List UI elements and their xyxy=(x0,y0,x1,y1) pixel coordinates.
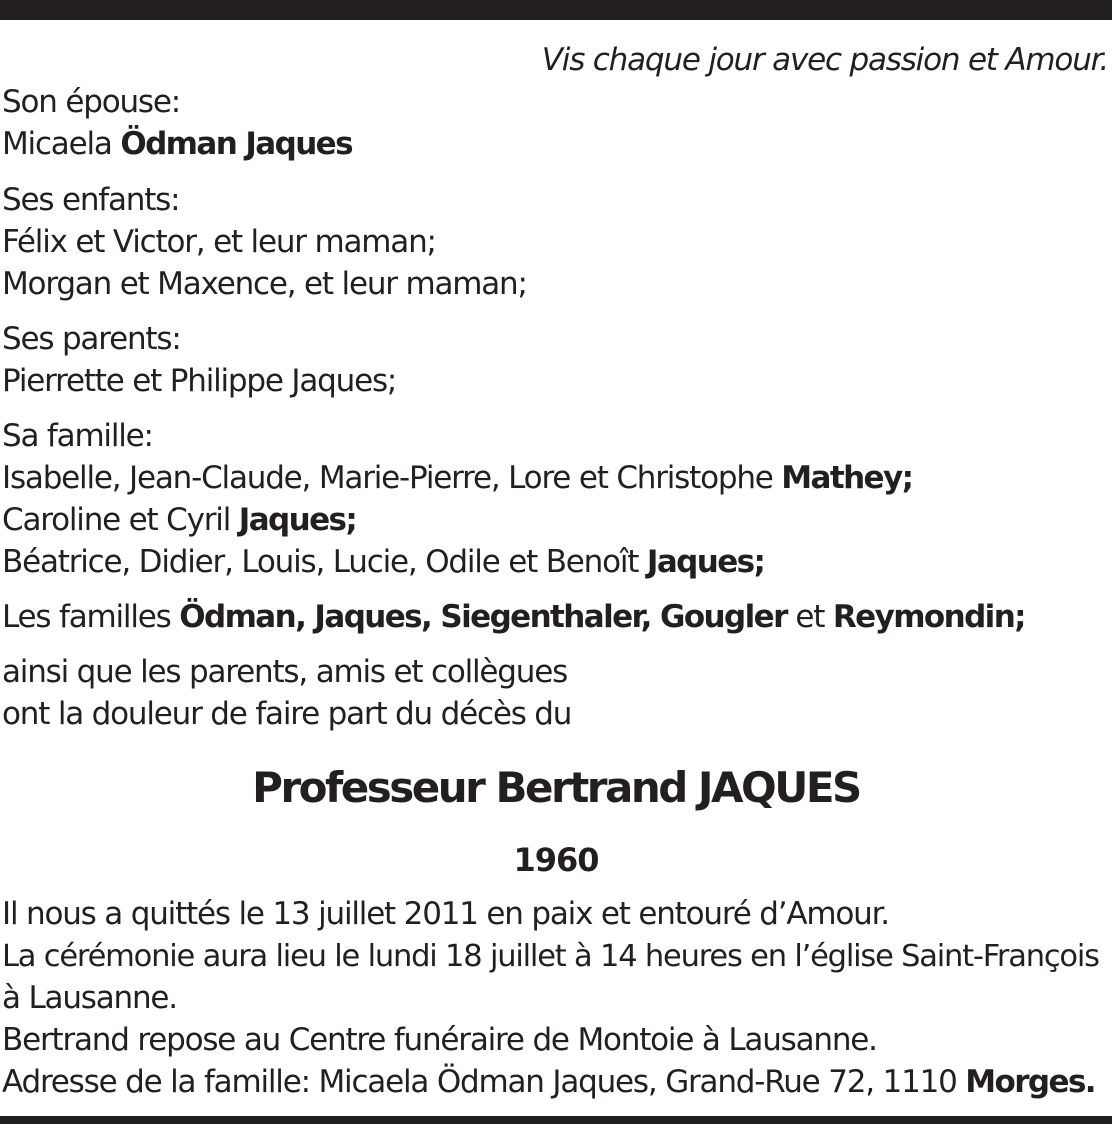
children-line-1: Félix et Victor, et leur maman; xyxy=(2,224,436,260)
families-line xyxy=(2,597,1025,638)
parents-line-1: Pierrette et Philippe Jaques; xyxy=(2,363,397,399)
top-rule xyxy=(0,0,1112,20)
families-prefix: Les familles xyxy=(2,599,171,635)
details-line-3: à Lausanne. xyxy=(2,980,177,1016)
family-label: Sa famille: xyxy=(2,418,153,454)
families-conjunction: et xyxy=(795,599,825,635)
family-line-2-surname: Jaques; xyxy=(238,502,357,538)
spouse-surname: Ödman Jaques xyxy=(120,126,352,162)
family-line-3 xyxy=(2,542,764,583)
deceased-name: Professeur Bertrand JAQUES xyxy=(252,763,860,812)
family-line-2-names: Caroline et Cyril xyxy=(2,502,231,538)
bottom-rule xyxy=(0,1116,1112,1124)
details-address: Adresse de la famille: Micaela Ödman Jaques, Grand-Rue 72, 1110 xyxy=(2,1064,957,1100)
families-names: Ödman, Jaques, Siegenthaler, Gougler xyxy=(179,599,787,635)
family-line-3-names: Béatrice, Didier, Louis, Lucie, Odile et Benoît xyxy=(2,544,639,580)
birth-year: 1960 xyxy=(513,841,599,879)
children-line-2: Morgan et Maxence, et leur maman; xyxy=(2,266,527,302)
announcement-line-2: ont la douleur de faire part du décès du xyxy=(2,696,572,732)
spouse-line xyxy=(2,124,352,165)
details-line-2: La cérémonie aura lieu le lundi 18 juillet à 14 heures en l’église Saint-François xyxy=(2,939,1099,974)
announcement-line-1: ainsi que les parents, amis et collègues xyxy=(2,654,568,690)
family-line-1-surname: Mathey; xyxy=(781,460,913,496)
motto: Vis chaque jour avec passion et Amour. xyxy=(541,42,1108,78)
families-last: Reymondin; xyxy=(832,599,1025,635)
family-line-2 xyxy=(2,500,356,541)
children-label: Ses enfants: xyxy=(2,182,180,218)
spouse-label: Son épouse: xyxy=(2,84,180,120)
family-line-1 xyxy=(2,458,912,499)
details-line-4: Bertrand repose au Centre funéraire de Montoie à Lausanne. xyxy=(2,1022,877,1058)
details-line-1: Il nous a quittés le 13 juillet 2011 en paix et entouré d’Amour. xyxy=(2,896,889,932)
family-line-1-names: Isabelle, Jean-Claude, Marie-Pierre, Lore et Christophe xyxy=(2,460,773,496)
details-city: Morges. xyxy=(965,1064,1095,1100)
details-line-5 xyxy=(2,1062,1095,1103)
family-line-3-surname: Jaques; xyxy=(646,544,765,580)
spouse-first-name: Micaela xyxy=(2,126,112,162)
parents-label: Ses parents: xyxy=(2,321,181,357)
